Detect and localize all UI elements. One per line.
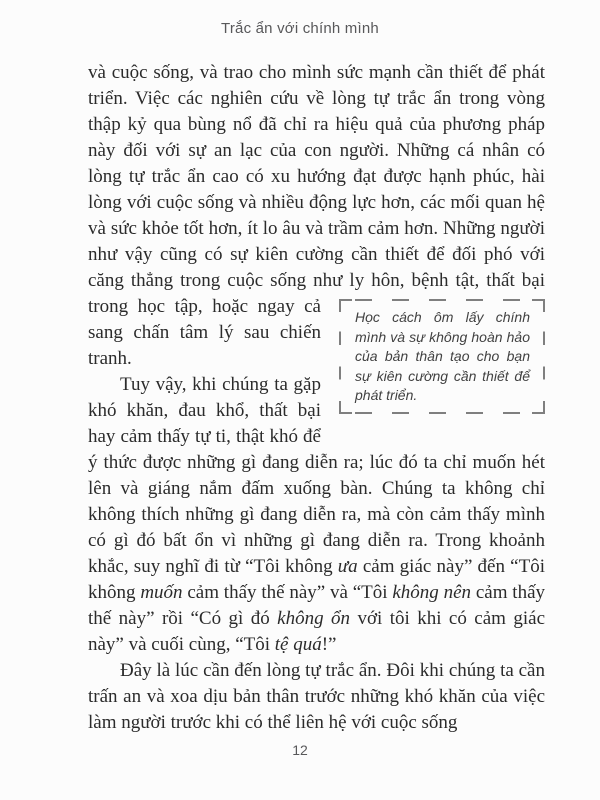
- pull-quote-box: [339, 299, 545, 414]
- pull-quote-text: Học cách ôm lấy chính mình và sự không hoàn hảo của bản thân tạo cho bạn sự kiên cường cần thiết để phát triển.: [355, 309, 530, 403]
- text-segment: cảm giác này” đến “Tôi không: [88, 556, 545, 603]
- quote-corner-bottom-left: [339, 401, 352, 414]
- text-segment: cảm thấy thế này” và “Tôi: [182, 582, 393, 603]
- text-segment: Tuy vậy, khi chúng ta gặp khó khăn, đau khổ, thất bại hay cảm thấy tự ti, thật khó để ý thức được những gì đang diễn ra; lúc đó ta chỉ muốn hét lên và giáng nắm đấm xuống bàn. Chúng ta không chỉ không thích những gì đang diễn ra, mà còn cảm thấy mình có gì đó bất ổn vì những gì đang diễn ra. Trong khoảnh khắc, suy nghĩ đi từ “Tôi không: [88, 374, 545, 577]
- text-segment-italic: tệ quá: [274, 634, 322, 655]
- text-segment: với tôi khi có cảm giác này” và cuối cùng, “Tôi: [88, 608, 545, 655]
- text-segment-italic: muốn: [140, 582, 183, 603]
- paragraph: [88, 60, 545, 403]
- text-segment: Đây là lúc cần đến lòng tự trắc ẩn. Đôi khi chúng ta cần trấn an và xoa dịu bản thân trước những khó khăn của việc làm người trước khi có thể liên hệ với cuộc sống: [88, 660, 545, 733]
- quote-border-right-dashes: [543, 315, 545, 398]
- text-segment: bệnh tật, thất bại trong học tập, hoặc ngay cả sang chấn tâm lý sau chiến tranh.: [88, 270, 545, 369]
- text-segment-italic: ưa: [337, 556, 358, 577]
- text-segment-italic: không nên: [392, 582, 472, 603]
- text-segment: !”: [321, 634, 337, 655]
- quote-border-top-dashes: [355, 299, 529, 301]
- text-segment: và cuộc sống, và trao cho mình sức mạnh cần thiết để phát triển. Việc các nghiên cứu về lòng tự trắc ẩn trong vòng thập kỷ qua bùng nổ đã chỉ ra hiệu quả của phương pháp này đối với sự an lạc của con người. Những cá nhân có lòng tự trắc ẩn cao có xu hướng đạt được hạnh phúc, hài lòng với cuộc sống và nhiều động lực hơn, các mối quan hệ và sức khỏe tốt hơn, ít lo âu và trầm cảm hơn. Những người như vậy cũng có sự kiên cường cần thiết để đối phó với căng thẳng trong cuộc sống như ly hôn,: [88, 62, 545, 291]
- paragraph: [88, 658, 545, 736]
- paragraph: [88, 372, 545, 658]
- quote-corner-top-left: [339, 299, 352, 312]
- body-text: [88, 60, 545, 736]
- quote-border-bottom-dashes: [355, 412, 529, 414]
- running-head: Trắc ẩn với chính mình: [221, 20, 379, 37]
- page-number: 12: [292, 742, 308, 758]
- quote-corner-bottom-right: [532, 401, 545, 414]
- quote-border-left-dashes: [339, 315, 341, 398]
- quote-corner-top-right: [532, 299, 545, 312]
- text-segment: cảm thấy thế này” rồi “Có gì đó: [88, 582, 546, 629]
- text-segment-italic: không ổn: [277, 608, 351, 629]
